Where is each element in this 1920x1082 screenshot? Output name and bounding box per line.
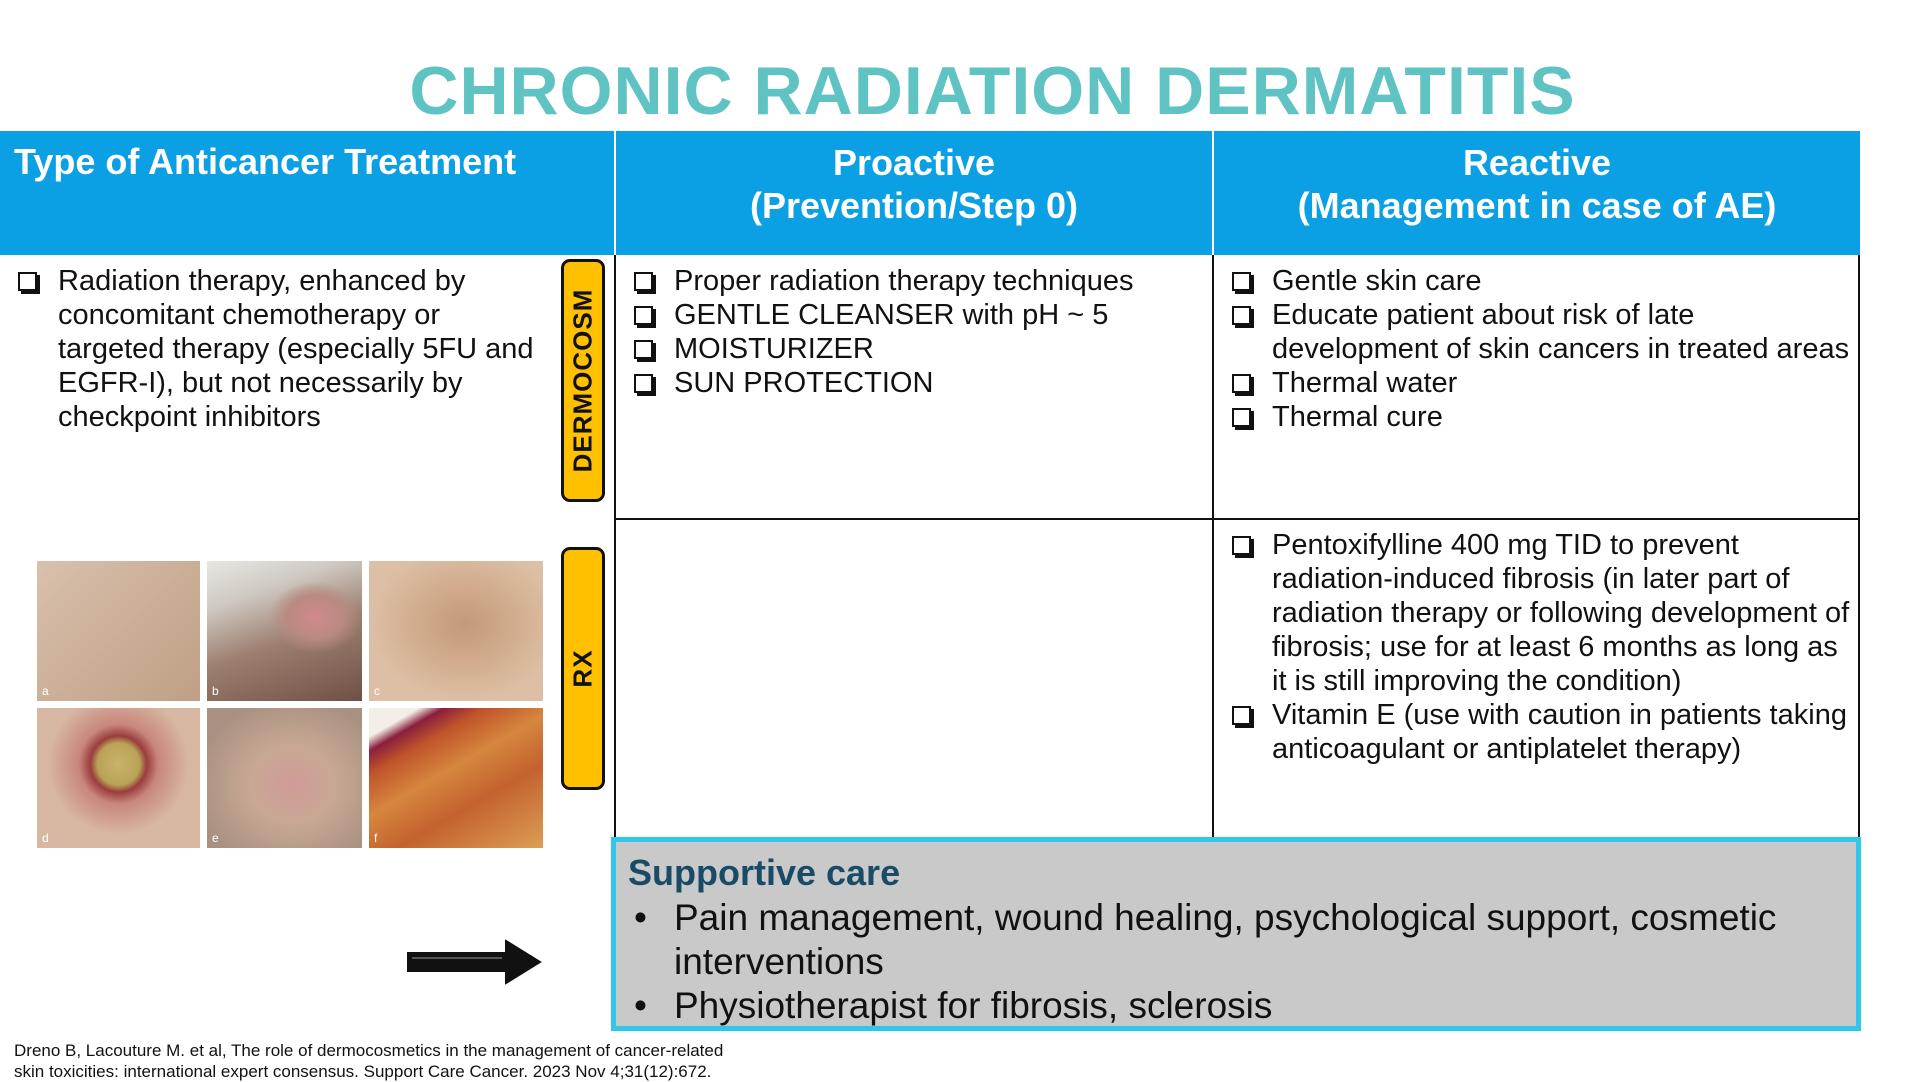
header-treatment-type-label: Type of Anticancer Treatment (14, 141, 517, 182)
table-border-left (614, 255, 616, 839)
header-proactive-subtitle: (Prevention/Step 0) (749, 185, 1079, 226)
tag-rx (561, 547, 605, 790)
list-item: Thermal cure (1230, 400, 1850, 434)
photo-label: f (374, 831, 378, 845)
tag-dermocosm (561, 259, 605, 502)
clinical-photo-d (37, 708, 200, 848)
list-item: Proper radiation therapy techniques (632, 264, 1202, 298)
supportive-care-item: • Physiotherapist for fibrosis, sclerosis (628, 984, 1844, 1028)
arrow-right-icon (406, 938, 544, 986)
reference-line: Dreno B, Lacouture M. et al, The role of dermocosmetics in the management of cancer-related (14, 1041, 724, 1060)
header-proactive (616, 131, 1212, 255)
photo-label: b (212, 684, 219, 698)
list-item: Pentoxifylline 400 mg TID to prevent radiation-induced fibrosis (in later part of radiation therapy or following development of fibrosis; use for at least 6 months as long as it is still improving the condition) (1230, 528, 1850, 698)
header-reactive-title: Reactive (1462, 142, 1612, 183)
header-reactive (1214, 131, 1860, 255)
header-treatment-type (0, 131, 614, 255)
photo-label: a (42, 684, 49, 698)
photo-label: d (42, 831, 49, 845)
table-row-divider (614, 518, 1860, 520)
dermocosm-reactive-list (1230, 264, 1850, 434)
list-item: Gentle skin care (1230, 264, 1850, 298)
header-proactive-title: Proactive (832, 142, 996, 183)
table-divider (1212, 255, 1214, 839)
slide-title: CHRONIC RADIATION DERMATITIS (409, 53, 1576, 129)
clinical-photo-b (207, 561, 362, 701)
photo-label: c (374, 684, 380, 698)
clinical-photo-e (207, 708, 362, 848)
supportive-care-box (611, 837, 1861, 1031)
tag-dermocosm-label: DERMOCOSM (567, 288, 598, 473)
list-item: Educate patient about risk of late development of skin cancers in treated areas (1230, 298, 1850, 366)
photo-label: e (212, 831, 219, 845)
list-item: Thermal water (1230, 366, 1850, 400)
supportive-care-item: • Pain management, wound healing, psychological support, cosmetic interventions (628, 896, 1844, 984)
reference-line: skin toxicities: international expert consensus. Support Care Cancer. 2023 Nov 4;31(12):672. (14, 1062, 712, 1081)
clinical-photo-a (37, 561, 200, 701)
supportive-care-title: Supportive care (628, 852, 901, 893)
clinical-photo-f (369, 708, 543, 848)
header-reactive-subtitle: (Management in case of AE) (1297, 185, 1777, 226)
reference-citation (14, 1040, 723, 1082)
clinical-photo-c (369, 561, 543, 701)
list-item: Vitamin E (use with caution in patients taking anticoagulant or antiplatelet therapy) (1230, 698, 1850, 766)
list-item: MOISTURIZER (632, 332, 1202, 366)
dermocosm-proactive-list (632, 264, 1202, 400)
rx-reactive-list (1230, 528, 1850, 766)
table-border-right (1858, 255, 1860, 839)
tag-rx-label: RX (567, 649, 598, 688)
treatment-description (16, 264, 536, 434)
list-item: SUN PROTECTION (632, 366, 1202, 400)
list-item: GENTLE CLEANSER with pH ~ 5 (632, 298, 1202, 332)
treatment-item: Radiation therapy, enhanced by concomitant chemotherapy or targeted therapy (especially 5FU and EGFR-I), but not necessarily by checkpoint inhibitors (16, 264, 536, 434)
